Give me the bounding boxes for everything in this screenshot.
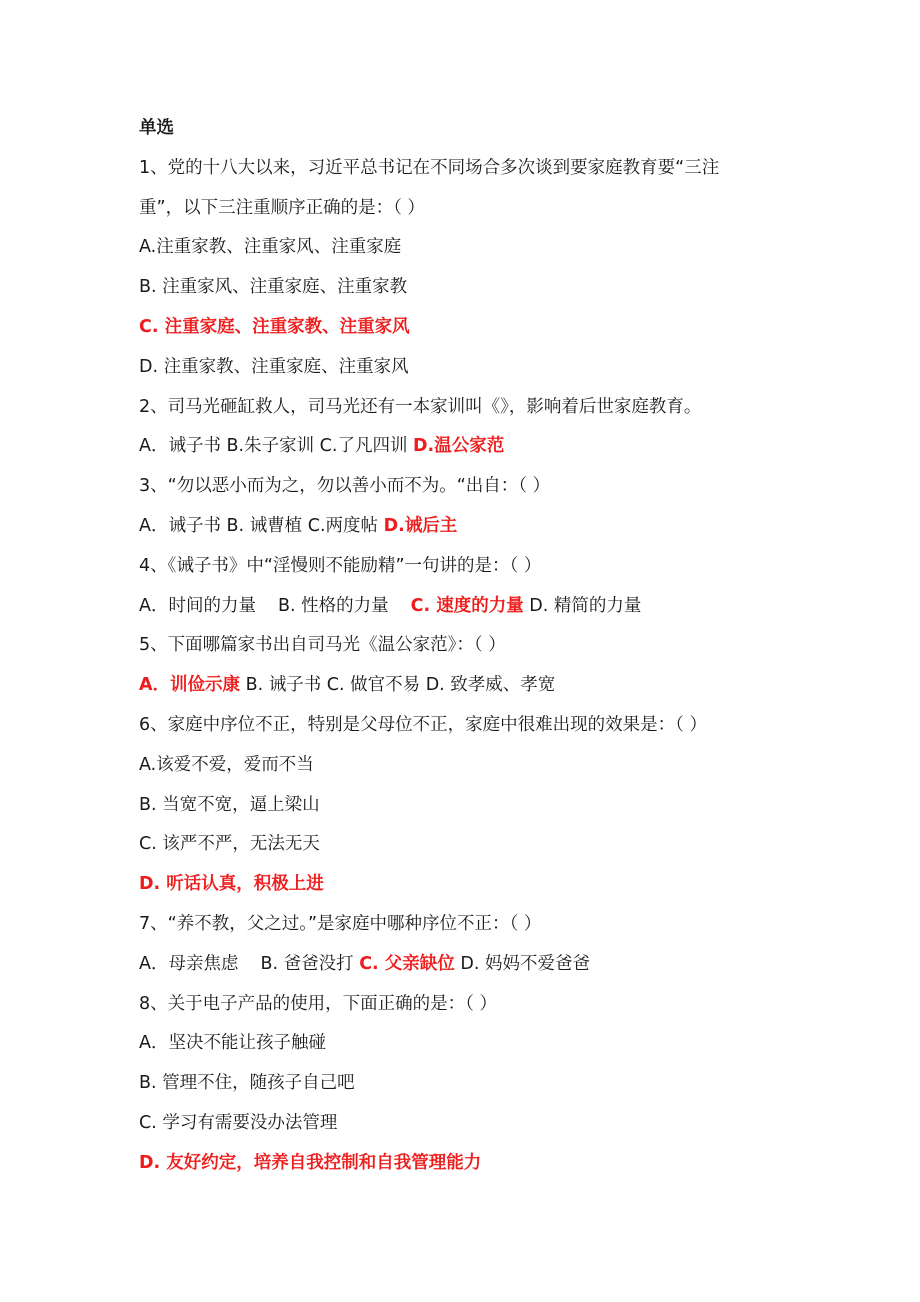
q8-option-c: C. 学习有需要没办法管理 bbox=[139, 1112, 338, 1133]
q4-stem: 4、《诫子书》中“淫慢则不能励精”一句讲的是：（ ） bbox=[139, 555, 542, 576]
q2-options bbox=[139, 427, 799, 467]
q8-stem: 8、关于电子产品的使用，下面正确的是：（ ） bbox=[139, 993, 497, 1014]
q4-answer: C. 速度的力量 bbox=[410, 595, 524, 616]
q7-option-b: B. 爸爸没打 bbox=[260, 953, 360, 974]
q5-answer: A．训俭示康 bbox=[139, 675, 241, 696]
q8-option-b: B. 管理不住，随孩子自己吧 bbox=[139, 1073, 355, 1094]
q6-option-c: C. 该严不严，无法无天 bbox=[139, 834, 320, 855]
q7-stem: 7、“养不教，父之过。”是家庭中哪种序位不正：（ ） bbox=[139, 913, 542, 934]
q8-option-a: A．坚决不能让孩子触碰 bbox=[139, 1033, 326, 1054]
q3-stem: 3、“勿以恶小而为之，勿以善小而不为。“出自：（ ） bbox=[139, 476, 551, 497]
q1-option-b: B. 注重家风、注重家庭、注重家教 bbox=[139, 277, 408, 298]
q7-option-a: A．母亲焦虑 bbox=[139, 953, 239, 974]
section-heading: 单选 bbox=[139, 118, 174, 138]
q1-stem-line1: 1、党的十八大以来，习近平总书记在不同场合多次谈到要家庭教育要“三注 bbox=[139, 157, 720, 178]
q1-option-a: A.注重家教、注重家风、注重家庭 bbox=[139, 237, 402, 258]
q3-answer: D.诫后主 bbox=[383, 515, 458, 536]
q5-stem: 5、下面哪篇家书出自司马光《温公家范》：（ ） bbox=[139, 635, 506, 656]
q6-stem: 6、家庭中序位不正，特别是父母位不正，家庭中很难出现的效果是：（ ） bbox=[139, 714, 707, 735]
q3-options-text: A．诫子书 B. 诫曹植 C.两度帖 bbox=[139, 515, 384, 536]
q2-answer: D.温公家范 bbox=[413, 436, 505, 457]
q4-option-a: A．时间的力量 bbox=[139, 595, 256, 616]
q2-stem: 2、司马光砸缸救人，司马光还有一本家训叫《》，影响着后世家庭教育。 bbox=[139, 396, 702, 417]
q5-options-text: B. 诫子书 C. 做官不易 D. 致孝威、孝宽 bbox=[240, 675, 556, 696]
q1-option-d: D. 注重家教、注重家庭、注重家风 bbox=[139, 356, 409, 377]
q4-option-b: B. 性格的力量 bbox=[277, 595, 389, 616]
q7-answer: C. 父亲缺位 bbox=[359, 953, 455, 974]
q7-option-d: D. 妈妈不爱爸爸 bbox=[454, 953, 590, 974]
q8-option-d-answer: D. 友好约定，培养自我控制和自我管理能力 bbox=[139, 1152, 482, 1173]
q6-option-b: B. 当宽不宽，逼上梁山 bbox=[139, 794, 320, 815]
q3-options bbox=[139, 507, 799, 547]
q1-option-c-answer: C. 注重家庭、注重家教、注重家风 bbox=[139, 316, 410, 337]
q6-option-d-answer: D. 听话认真，积极上进 bbox=[139, 874, 324, 895]
q4-option-d: D. 精简的力量 bbox=[523, 595, 642, 616]
q5-options bbox=[139, 666, 799, 706]
q2-options-text: A．诫子书 B.朱子家训 C.了凡四训 bbox=[139, 436, 414, 457]
q1-stem-line2: 重”，以下三注重顺序正确的是：（ ） bbox=[139, 197, 425, 218]
q6-option-a: A.该爱不爱，爱而不当 bbox=[139, 754, 314, 775]
q7-options bbox=[139, 945, 799, 985]
q4-options bbox=[139, 587, 799, 627]
question-list bbox=[139, 109, 799, 1184]
